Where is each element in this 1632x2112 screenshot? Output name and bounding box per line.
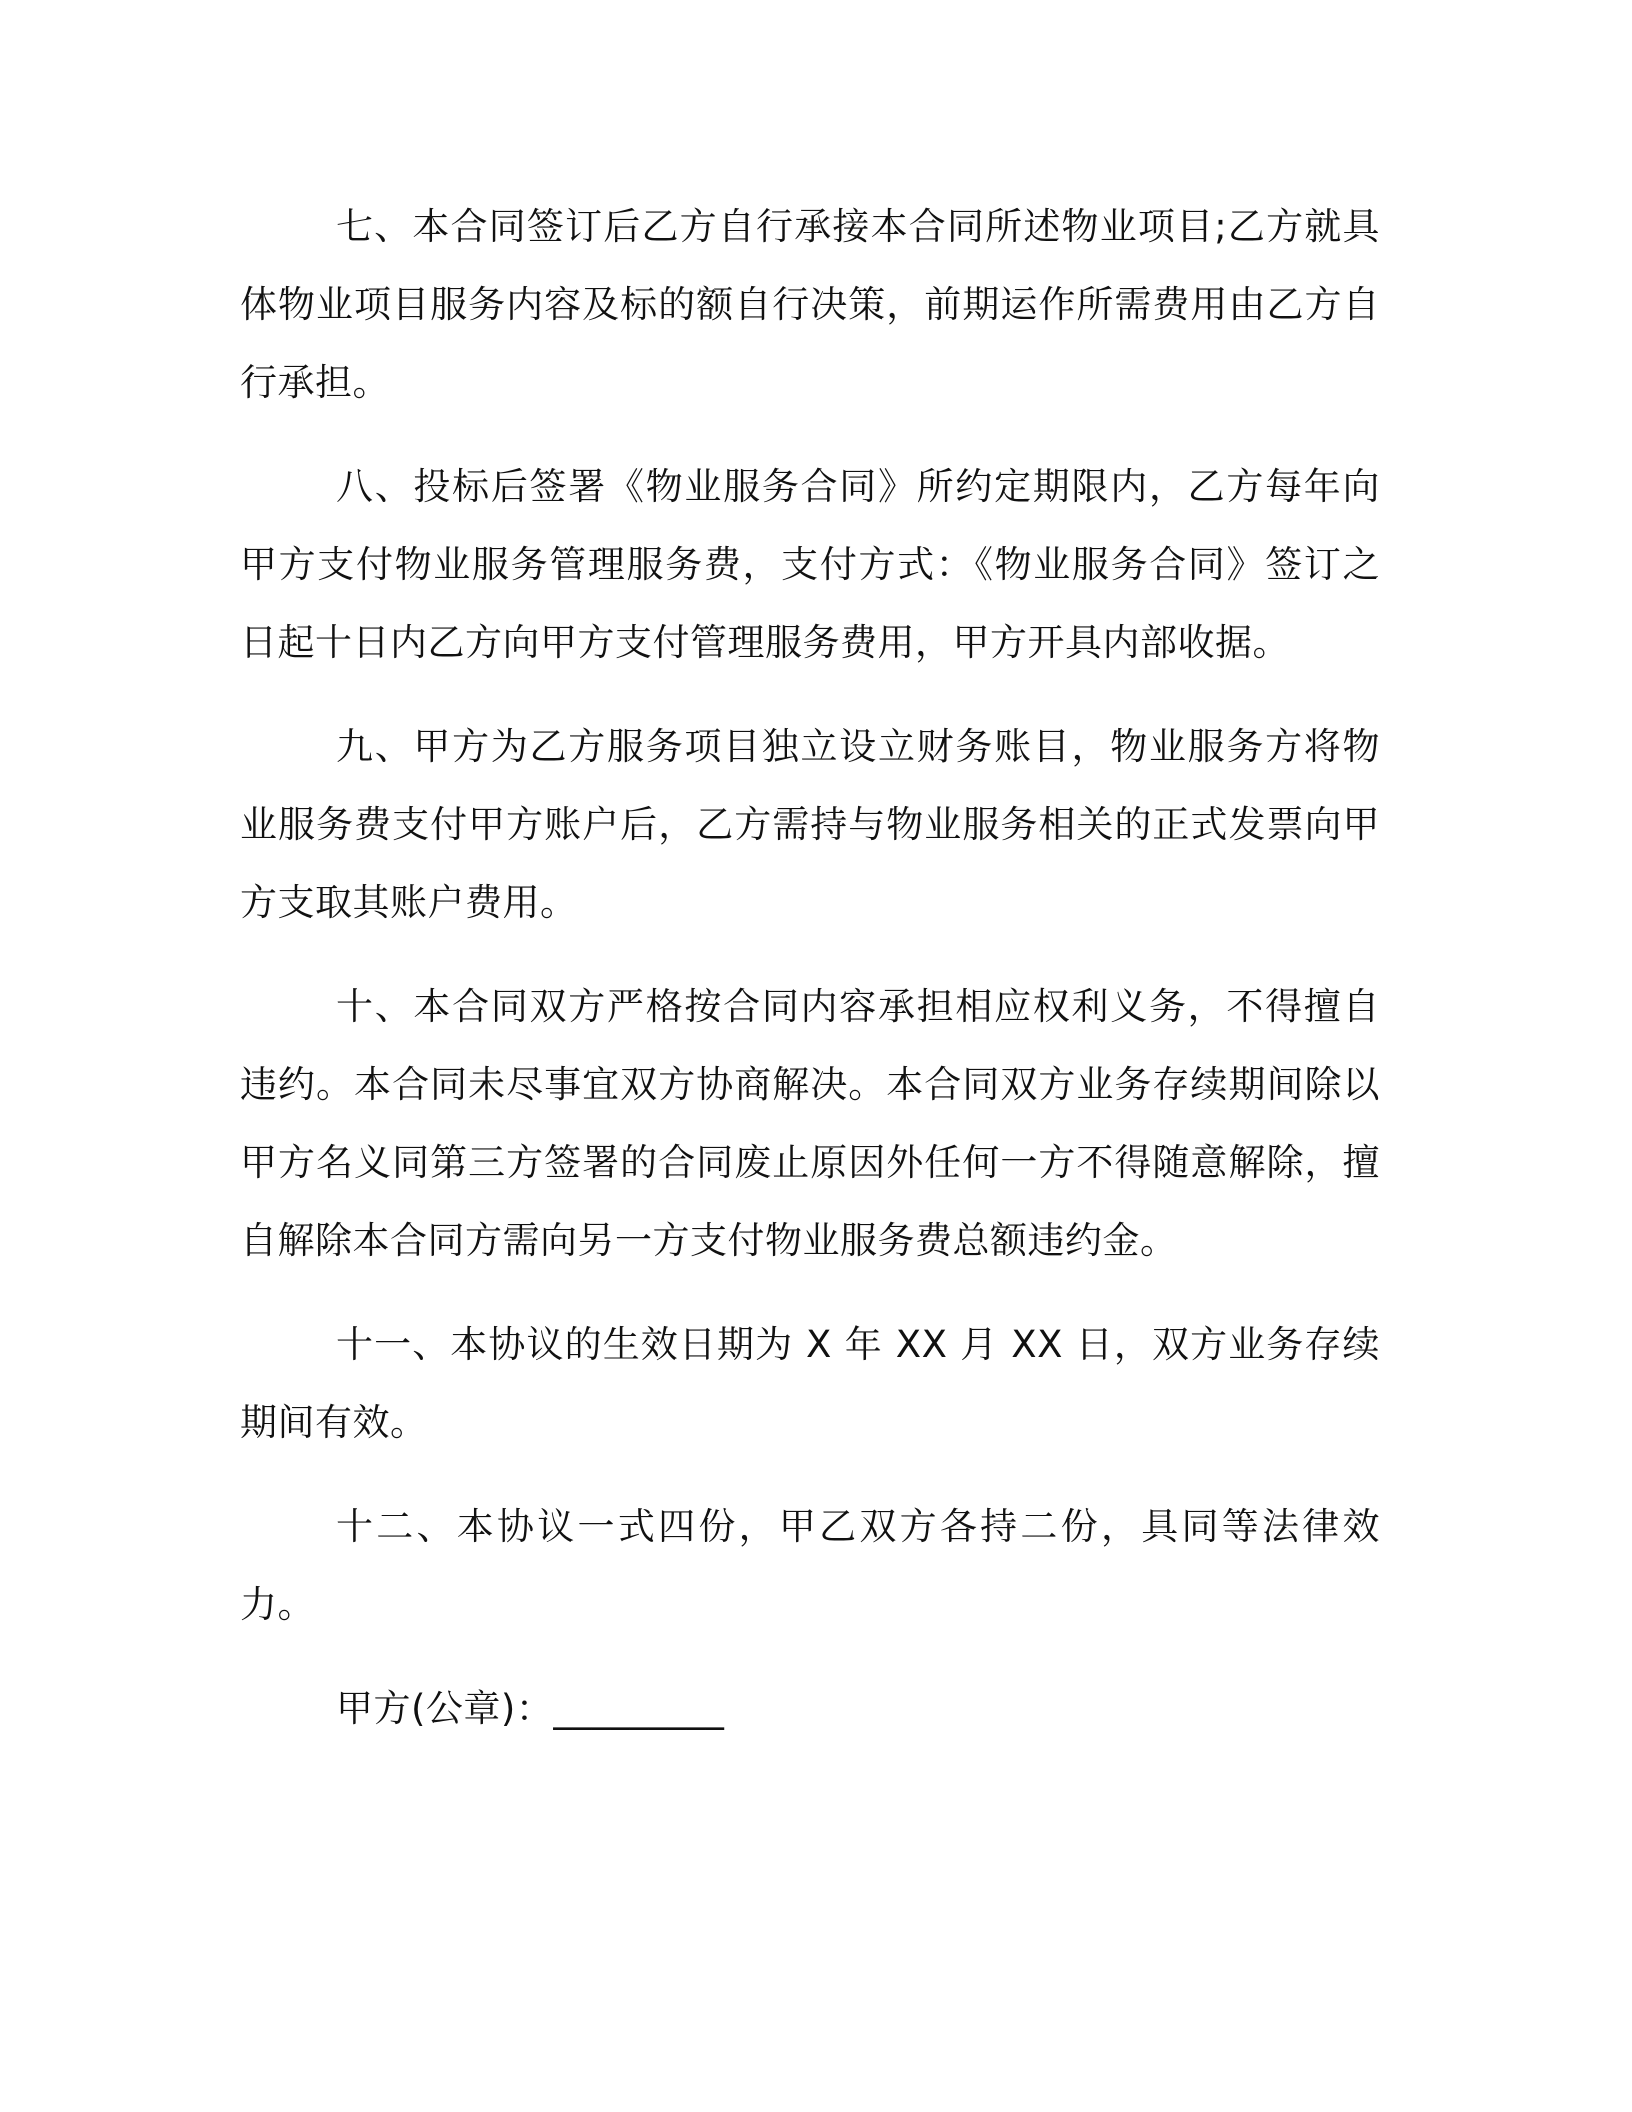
clause-9: 九、甲方为乙方服务项目独立设立财务账目，物业服务方将物业服务费支付甲方账户后，乙方需持与物业服务相关的正式发票向甲方支取其账户费用。 xyxy=(240,725,1380,924)
clause-10: 十、本合同双方严格按合同内容承担相应权利义务，不得擅自违约。本合同未尽事宜双方协商解决。本合同双方业务存续期间除以甲方名义同第三方签署的合同废止原因外任何一方不得随意解除，擅自解除本合同方需向另一方支付物业服务费总额违约金。 xyxy=(240,985,1380,1262)
clause-8: 八、投标后签署《物业服务合同》所约定期限内，乙方每年向甲方支付物业服务管理服务费，支付方式：《物业服务合同》签订之日起十日内乙方向甲方支付管理服务费用，甲方开具内部收据。 xyxy=(240,465,1380,664)
party-a-seal-line: 甲方(公章)：_________ xyxy=(336,1687,725,1730)
document-body xyxy=(240,188,1380,1748)
clause-7: 七、本合同签订后乙方自行承接本合同所述物业项目;乙方就具体物业项目服务内容及标的额自行决策，前期运作所需费用由乙方自行承担。 xyxy=(240,205,1380,404)
clause-11: 十一、本协议的生效日期为 X 年 XX 月 XX 日，双方业务存续期间有效。 xyxy=(240,1323,1380,1444)
clause-12: 十二、本协议一式四份，甲乙双方各持二份，具同等法律效力。 xyxy=(240,1505,1380,1626)
